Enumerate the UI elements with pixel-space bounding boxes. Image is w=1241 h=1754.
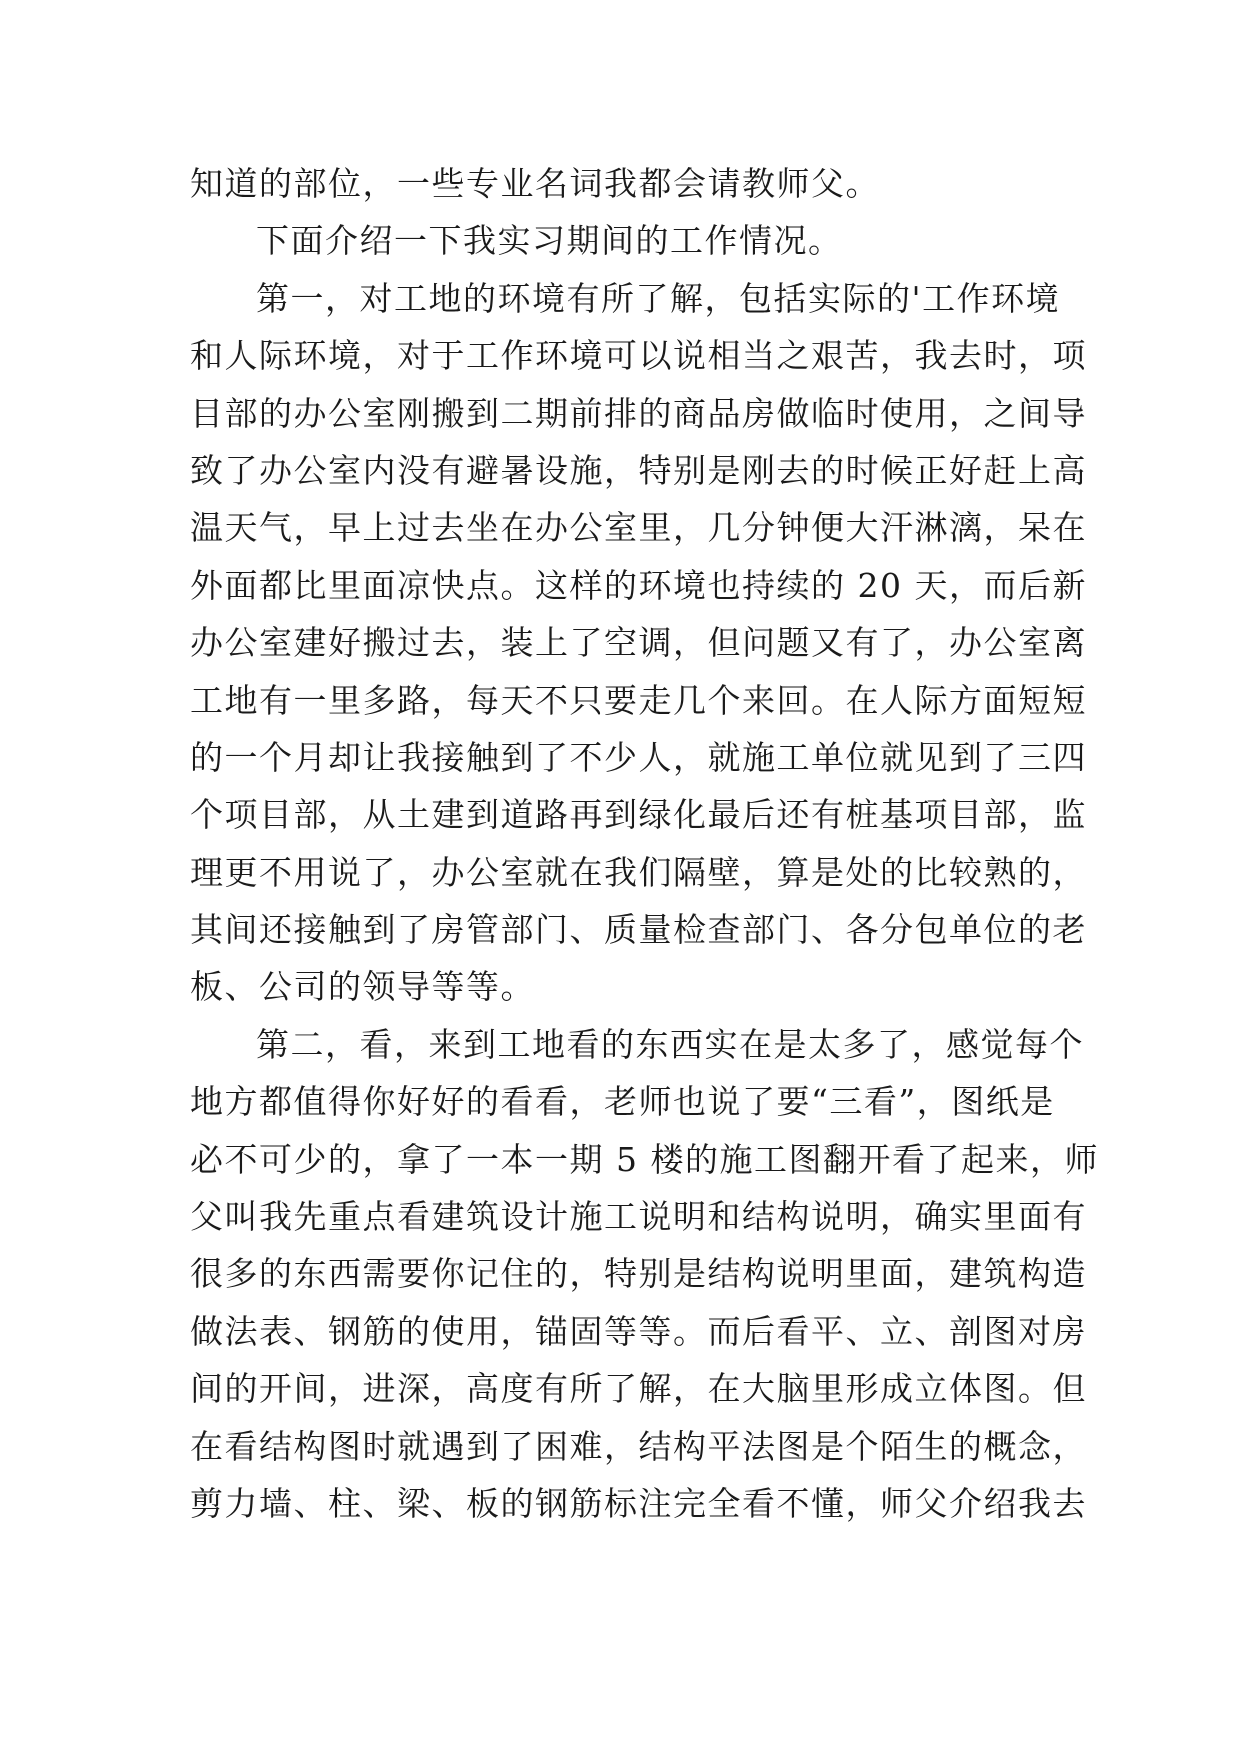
text-line-19: 父叫我先重点看建筑设计施工说明和结构说明，确实里面有 — [190, 1197, 1087, 1237]
text-line-23: 在看结构图时就遇到了困难，结构平法图是个陌生的概念， — [190, 1426, 1087, 1466]
text-line-6: 致了办公室内没有避暑设施，特别是刚去的时候正好赶上高 — [190, 450, 1087, 490]
text-line-16: 第二，看，来到工地看的东西实在是太多了，感觉每个 — [256, 1024, 1084, 1064]
text-line-14: 其间还接触到了房管部门、质量检查部门、各分包单位的老 — [190, 910, 1087, 950]
body-text — [190, 155, 1099, 1532]
text-line-22: 间的开间，进深，高度有所了解，在大脑里形成立体图。但 — [190, 1369, 1087, 1409]
text-line-15: 板、公司的领导等等。 — [190, 967, 535, 1007]
text-line-10: 工地有一里多路，每天不只要走几个来回。在人际方面短短 — [190, 680, 1087, 720]
text-line-13: 理更不用说了，办公室就在我们隔壁，算是处的比较熟的， — [190, 852, 1087, 892]
text-line-8: 外面都比里面凉快点。这样的环境也持续的 20 天，而后新 — [190, 565, 1087, 605]
text-line-4: 和人际环境，对于工作环境可以说相当之艰苦，我去时，项 — [190, 336, 1087, 376]
text-line-2: 下面介绍一下我实习期间的工作情况。 — [256, 221, 843, 261]
text-line-5: 目部的办公室刚搬到二期前排的商品房做临时使用，之间导 — [190, 393, 1087, 433]
text-line-12: 个项目部，从土建到道路再到绿化最后还有桩基项目部，监 — [190, 795, 1087, 835]
text-line-20: 很多的东西需要你记住的，特别是结构说明里面，建筑构造 — [190, 1254, 1087, 1294]
text-line-3: 第一，对工地的环境有所了解，包括实际的'工作环境 — [256, 278, 1061, 318]
text-line-11: 的一个月却让我接触到了不少人，就施工单位就见到了三四 — [190, 737, 1087, 777]
text-line-18: 必不可少的，拿了一本一期 5 楼的施工图翻开看了起来，师 — [190, 1139, 1099, 1179]
text-line-9: 办公室建好搬过去，装上了空调，但问题又有了，办公室离 — [190, 623, 1087, 663]
text-line-17: 地方都值得你好好的看看，老师也说了要“三看”，图纸是 — [190, 1082, 1055, 1122]
text-line-7: 温天气，早上过去坐在办公室里，几分钟便大汗淋漓，呆在 — [190, 508, 1087, 548]
text-line-24: 剪力墙、柱、梁、板的钢筋标注完全看不懂，师父介绍我去 — [190, 1483, 1087, 1523]
text-line-1: 知道的部位，一些专业名词我都会请教师父。 — [190, 164, 880, 203]
text-line-21: 做法表、钢筋的使用，锚固等等。而后看平、立、剖图对房 — [190, 1311, 1087, 1351]
